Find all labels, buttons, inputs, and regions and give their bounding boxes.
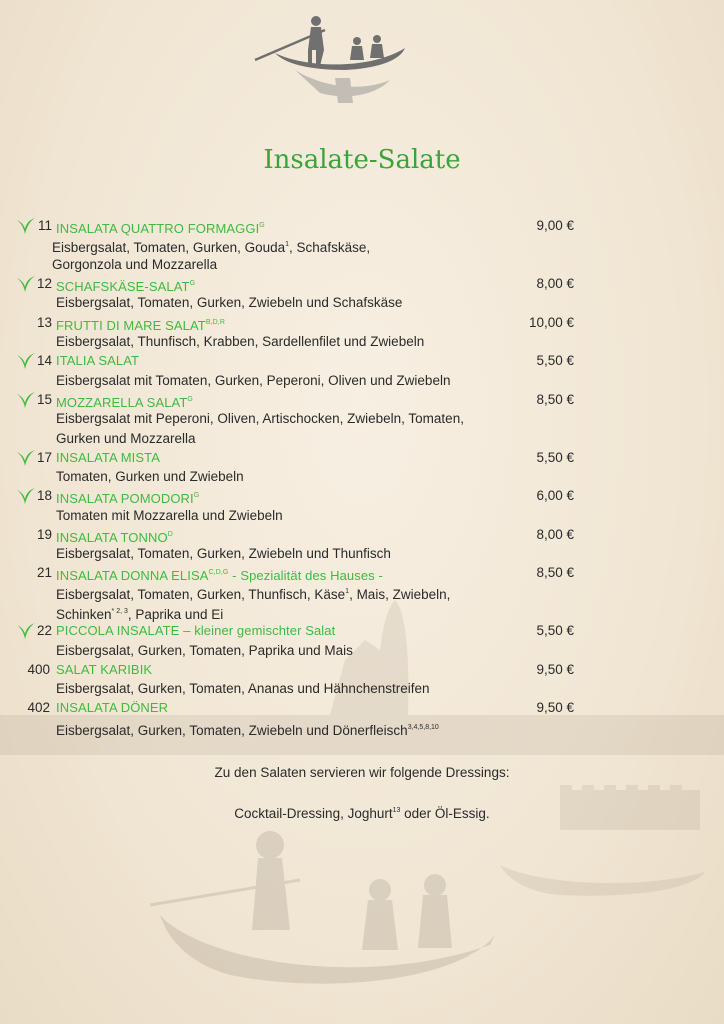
item-price: 5,50 € [536, 353, 574, 368]
item-name: INSALATA $TONNO^D$ [56, 530, 173, 545]
item-description: Eisbergsalat mit Peperoni, Oliven, Artischocken, Zwiebeln, Tomaten, [56, 411, 464, 426]
gondola-logo [250, 8, 410, 108]
item-description: Schinken$^{* 2, 3}$, Paprika und Ei [56, 607, 224, 622]
item-number: 13 [36, 315, 52, 330]
item-description: Gorgonzola und Mozzarella [52, 257, 218, 272]
page-title: Insalate-Salate [263, 145, 461, 175]
item-name: INSALATA QUATTRO $FORMAGGI^G$ [56, 221, 265, 236]
item-name: FRUTTI DI MARE $SALAT^{B,D,R}$ [56, 318, 225, 333]
item-price: 9,50 € [536, 662, 574, 677]
dressings-list: Cocktail-Dressing, Joghurt$^{13}$ oder Öl-Essig. [234, 806, 490, 821]
item-description: Eisbergsalat, Gurken, Tomaten, Zwiebeln und Dönerfleisch$^{3,4,5,8,10}$ [56, 723, 439, 738]
item-name: INSALATA MISTA [56, 450, 160, 465]
item-description: Eisbergsalat, Thunfisch, Krabben, Sardellenfilet und Zwiebeln [56, 334, 425, 349]
item-description: Eisbergsalat, Gurken, Tomaten, Ananas und Hähnchenstreifen [56, 681, 430, 696]
item-description: Eisbergsalat, Tomaten, Gurken, Gouda$^1$, Schafskäse, [52, 240, 371, 255]
item-number: 11 [37, 218, 52, 233]
item-price: 8,00 € [536, 276, 574, 291]
item-description: Eisbergsalat, Gurken, Tomaten, Paprika und Mais [56, 643, 353, 658]
item-name: MOZZARELLA $SALAT^G$ [56, 395, 193, 410]
item-description: Eisbergsalat, Tomaten, Gurken, Thunfisch, Käse$^1$, Mais, Zwiebeln, [56, 587, 451, 602]
item-number: 15 [36, 392, 52, 407]
item-price: 5,50 € [536, 623, 574, 638]
item-number: 14 [36, 353, 52, 368]
item-price: 8,00 € [536, 527, 574, 542]
item-description: Tomaten mit Mozzarella und Zwiebeln [56, 508, 283, 523]
item-description: Tomaten, Gurken und Zwiebeln [56, 469, 244, 484]
item-price: 8,50 € [536, 392, 574, 407]
item-name: SALAT KARIBIK [56, 662, 153, 677]
item-number: 402 [27, 700, 50, 715]
item-description: Eisbergsalat, Tomaten, Gurken, Zwiebeln und Thunfisch [56, 546, 391, 561]
item-price: 5,50 € [536, 450, 574, 465]
item-description: Gurken und Mozzarella [56, 431, 196, 446]
item-name: SCHAFSKÄSE-$SALAT^G$ [56, 279, 196, 294]
item-price: 8,50 € [536, 565, 574, 580]
item-name: ITALIA SALAT [56, 353, 140, 368]
item-number: 17 [36, 450, 52, 465]
item-price: 9,00 € [536, 218, 574, 233]
item-name: INSALATA DÖNER [56, 700, 169, 715]
item-number: 12 [36, 276, 52, 291]
item-description: Eisbergsalat, Tomaten, Gurken, Zwiebeln und Schafskäse [56, 295, 403, 310]
item-description: Eisbergsalat mit Tomaten, Gurken, Peperoni, Oliven und Zwiebeln [56, 373, 451, 388]
item-number: 18 [36, 488, 52, 503]
item-number: 22 [36, 623, 52, 638]
item-price: 9,50 € [536, 700, 574, 715]
dressings-intro: Zu den Salaten servieren wir folgende Dressings: [214, 765, 510, 780]
item-price: 6,00 € [536, 488, 574, 503]
item-number: 21 [36, 565, 52, 580]
item-price: 10,00 € [528, 315, 574, 330]
item-name: INSALATA $POMODORI^G$ [56, 491, 200, 506]
item-number: 19 [36, 527, 52, 542]
item-name: INSALATA DONNA $ELISA^{C,D,G}$ - Spezialität des Hauses - [56, 568, 383, 583]
item-number: 400 [27, 662, 50, 677]
item-name: PICCOLA INSALATE – kleiner gemischter Salat [56, 623, 336, 638]
